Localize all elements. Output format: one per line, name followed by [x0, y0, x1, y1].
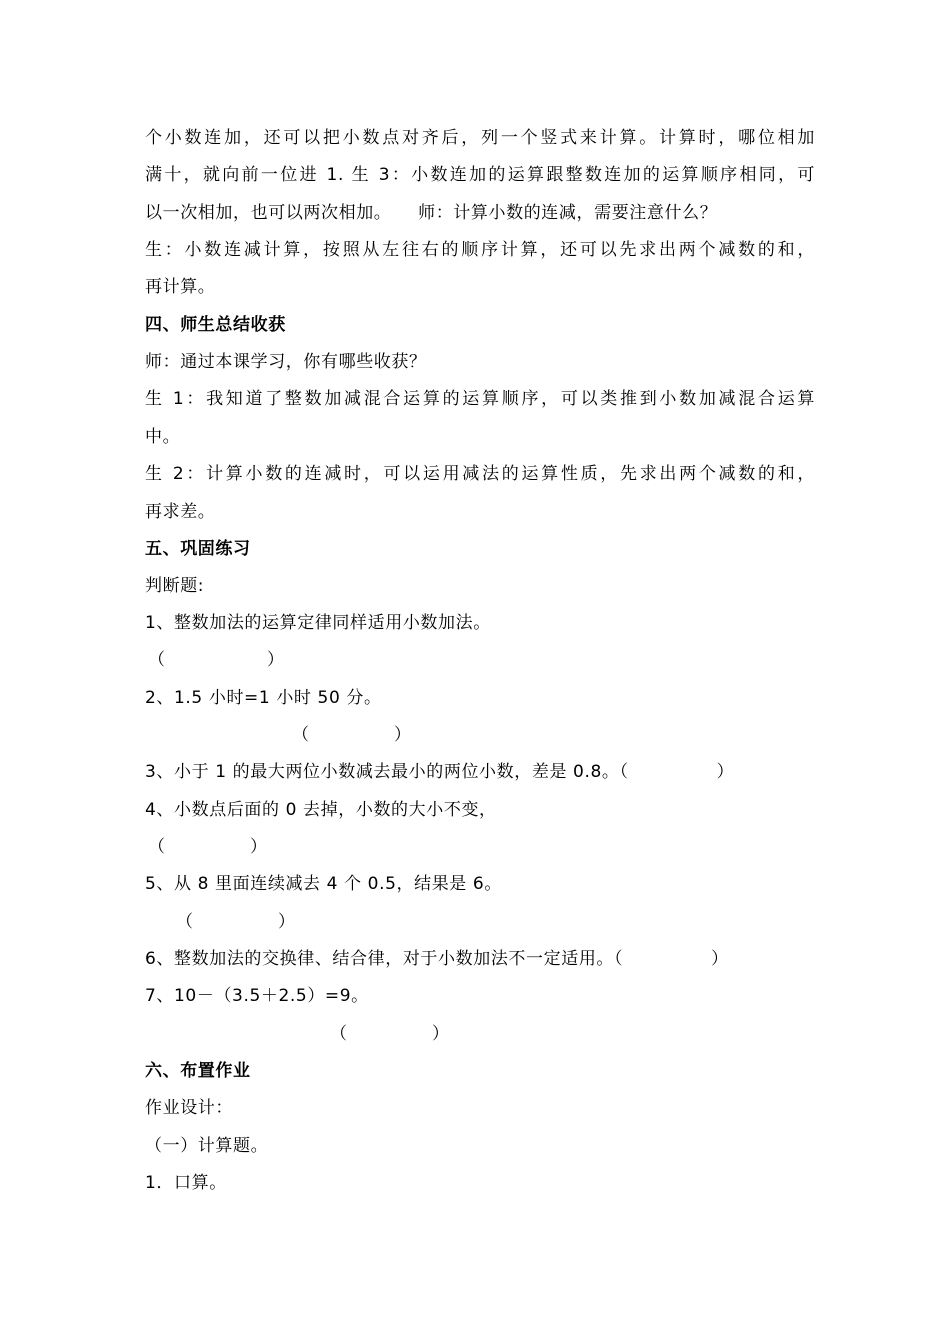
paragraph-line: 再求差。	[145, 502, 216, 522]
exercise-item: 2、1.5 小时=1 小时 50 分。	[145, 688, 382, 708]
section-heading: 四、师生总结收获	[145, 315, 286, 335]
answer-blank: （ ）	[292, 725, 411, 745]
section-heading: 六、布置作业	[145, 1061, 251, 1081]
paragraph-line: 中。	[145, 427, 181, 447]
paragraph-line: 个小数连加，还可以把小数点对齐后，列一个竖式来计算。计算时，哪位相加	[145, 128, 815, 148]
answer-blank: （ ）	[176, 912, 295, 932]
answer-blank: （ ）	[148, 837, 267, 857]
exercise-item: 1、整数加法的运算定律同样适用小数加法。	[145, 613, 491, 633]
paragraph-line: 作业设计：	[145, 1098, 233, 1118]
paragraph-line: 再计算。	[145, 277, 216, 297]
paragraph-line: 以一次相加，也可以两次相加。 师：计算小数的连减，需要注意什么？	[145, 203, 718, 223]
paragraph-line: 生 1：我知道了整数加减混合运算的运算顺序，可以类推到小数加减混合运算	[145, 389, 815, 409]
answer-blank: （ ）	[148, 650, 284, 670]
exercise-item: 5、从 8 里面连续减去 4 个 0.5，结果是 6。	[145, 874, 502, 894]
paragraph-line: （一）计算题。	[145, 1136, 269, 1156]
answer-blank: （ ）	[330, 1024, 449, 1044]
exercise-item: 6、整数加法的交换律、结合律，对于小数加法不一定适用。（ ）	[145, 949, 729, 969]
paragraph-line: 生 2：计算小数的连减时，可以运用减法的运算性质，先求出两个减数的和，	[145, 464, 815, 484]
paragraph-line: 满十，就向前一位进 1. 生 3：小数连加的运算跟整数连加的运算顺序相同，可	[145, 165, 815, 185]
section-heading: 五、巩固练习	[145, 539, 251, 559]
exercise-item: 7、10－（3.5＋2.5）=9。	[145, 986, 369, 1006]
exercise-intro: 判断题:	[145, 576, 205, 596]
paragraph-line: 1．口算。	[145, 1173, 227, 1193]
exercise-item: 3、小于 1 的最大两位小数减去最小的两位小数，差是 0.8。（ ）	[145, 762, 735, 782]
exercise-item: 4、小数点后面的 0 去掉，小数的大小不变，	[145, 800, 497, 820]
paragraph-line: 生：小数连减计算，按照从左往右的顺序计算，还可以先求出两个减数的和，	[145, 240, 815, 260]
paragraph-line: 师：通过本课学习，你有哪些收获？	[145, 352, 427, 372]
